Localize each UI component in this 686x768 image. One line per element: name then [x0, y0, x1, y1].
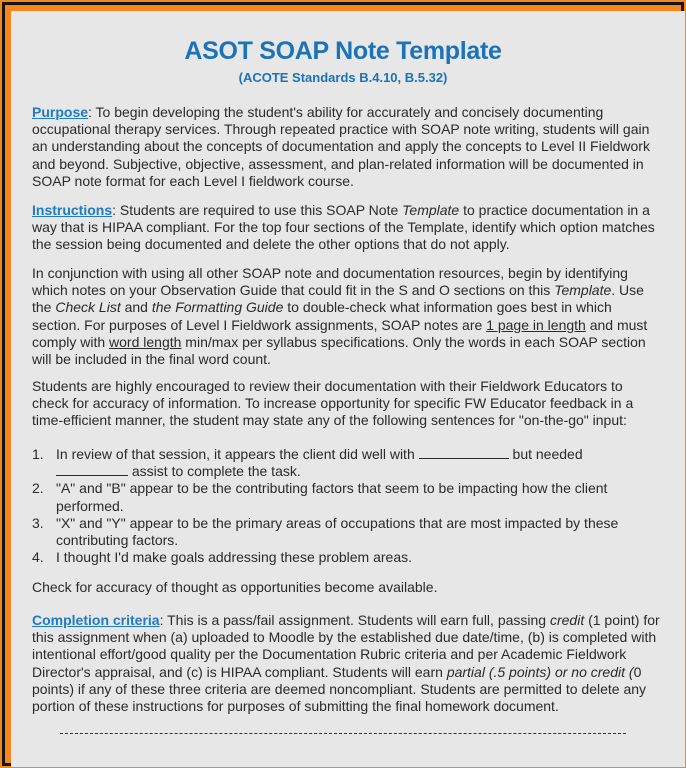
conj-underline: word length [109, 333, 182, 350]
list-number: 2. [32, 480, 44, 497]
purpose-paragraph [32, 104, 662, 190]
instructions-heading-link[interactable]: Instructions [32, 202, 113, 218]
conj-text: and [120, 299, 152, 316]
encouraged-paragraph: Students are highly encouraged to review their documentation with their Fieldwork Educators to check for accuracy of information. To increase opportunity for specific FW Educator feedback in a time-efficient manner, the student may state any of the following sentences for "on-the-go" input: [32, 378, 634, 429]
list-item [32, 549, 662, 566]
completion-text: 0 points) if any of these three criteria are deemed noncompliant. Students are permitted to delete any portion of these instructions for purposes of submitting the final homework document. [32, 663, 647, 715]
check-paragraph: Check for accuracy of thought as opportunities become available. [32, 579, 438, 595]
list-item [32, 480, 662, 514]
instructions-text: : Students are required to use this SOAP Note [112, 202, 403, 218]
conjunction-paragraph [32, 265, 662, 368]
list-item [32, 446, 662, 480]
conj-text: . Use the [32, 282, 644, 316]
fill-blank [56, 463, 128, 476]
sentence-list [32, 446, 662, 566]
completion-text: (1 point) for this assignment when (a) uploaded to Moodle by the established due date/time, (b) is completed with intentional effort/good quality per the Documentation Rubric criteria and per Academic Fieldwork Director's appraisal, and (c) is HIPAA compliant. Students will earn [32, 612, 660, 680]
conj-text: In conjunction with using all other SOAP note and documentation resources, begin by identifying which notes on your Observation Guide that could fit in the S and O sections on this [32, 265, 628, 299]
instructions-italic: Template [402, 202, 460, 218]
list-text: but needed [508, 446, 583, 462]
completion-italic: partial (.5 points) or no credit ( [446, 663, 634, 680]
list-item [32, 515, 662, 549]
list-text: assist to complete the task. [128, 463, 301, 480]
instructions-paragraph [32, 202, 662, 254]
document-title: ASOT SOAP Note Template [184, 37, 502, 65]
completion-text: : This is a pass/fail assignment. Students will earn full, passing [159, 612, 550, 628]
conj-italic: Template [554, 282, 612, 299]
conj-text: and must comply with [32, 316, 648, 350]
list-text: I thought I'd make goals addressing these problem areas. [56, 549, 412, 566]
list-text: "X" and "Y" appear to be the primary areas of occupations that are most impacted by these contributing factors. [56, 514, 619, 549]
list-text: In review of that session, it appears the client did well with [56, 446, 419, 462]
completion-italic: credit [549, 612, 585, 628]
list-number: 4. [32, 549, 44, 566]
fill-blank [419, 446, 509, 459]
list-number: 1. [32, 446, 44, 462]
conj-italic: the Formatting Guide [151, 299, 284, 316]
completion-paragraph [32, 612, 662, 715]
document-subtitle: (ACOTE Standards B.4.10, B.5.32) [238, 70, 448, 85]
instructions-text-2: to practice documentation in a way that is HIPAA compliant. For the top four sections of the Template, identify which option matches the session being documented and delete the other options that do not apply. [32, 202, 655, 253]
purpose-text: : To begin developing the student's ability for accurately and concisely documenting occupational therapy services. Through repeated practice with SOAP note writing, students will gain an understanding about the concepts of documentation and apply the concepts to Level II Fieldwork and beyond. Subjective, objective, assessment, and plan-related information will be documented in SOAP note format for each Level I fieldwork course. [32, 104, 650, 189]
completion-heading-link[interactable]: Completion criteria [32, 612, 160, 628]
conj-text: min/max per syllabus specifications. Only the words in each SOAP section will be included in the final word count. [32, 333, 646, 368]
list-text: "A" and "B" appear to be the contributing factors that seem to be impacting how the client performed. [56, 480, 608, 514]
purpose-heading-link[interactable]: Purpose [32, 104, 89, 120]
conj-underline: 1 page in length [486, 316, 586, 333]
conj-italic: Check List [55, 299, 121, 316]
dashed-divider [60, 733, 626, 734]
list-number: 3. [32, 514, 44, 531]
conj-text: to double-check what information goes best in which section. For purposes of Level I Fieldwork assignments, SOAP notes are [32, 299, 612, 333]
